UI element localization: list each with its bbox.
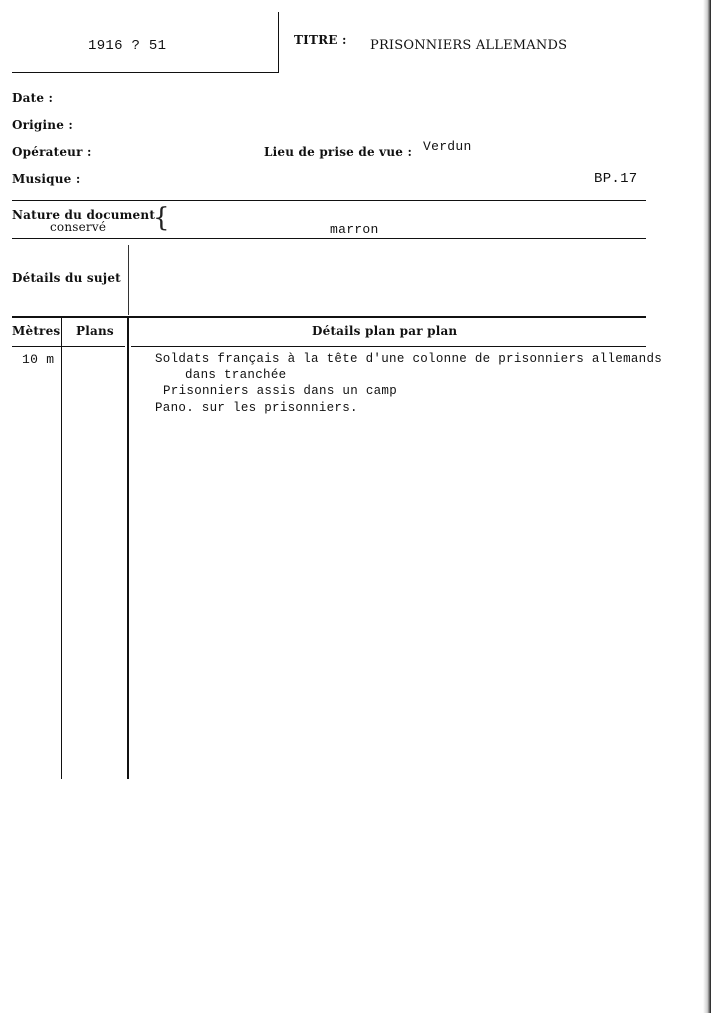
header-bottom-line: [12, 72, 279, 73]
nature-brace: {: [153, 203, 170, 233]
detail-line: Pano. sur les prisonniers.: [155, 401, 358, 415]
archive-code: BP.17: [594, 171, 638, 187]
title-value: PRISONNIERS ALLEMANDS: [370, 38, 568, 53]
details-sujet-label: Détails du sujet: [12, 271, 121, 285]
table-header-plans: Plans: [76, 324, 114, 338]
nature-bottom-line: [12, 238, 646, 239]
table-top-line: [12, 316, 646, 318]
table-header-details: Détails plan par plan: [312, 324, 458, 338]
detail-line: Prisonniers assis dans un camp: [163, 384, 398, 398]
table-header-line-left: [12, 346, 125, 347]
lieu-label: Lieu de prise de vue :: [264, 145, 413, 159]
lieu-value: Verdun: [423, 139, 472, 154]
table-col-divider-1: [61, 318, 62, 779]
nature-label-line1: Nature du document: [12, 208, 156, 222]
reference-number: 1916 ? 51: [88, 38, 167, 54]
nature-value: marron: [330, 222, 379, 237]
nature-label-line2: conservé: [50, 220, 107, 234]
musique-label: Musique :: [12, 172, 81, 186]
date-label: Date :: [12, 91, 54, 105]
header-divider: [278, 12, 279, 73]
table-col-divider-2: [127, 318, 129, 779]
table-header-metres: Mètres: [12, 324, 61, 338]
page-edge-shadow: [703, 0, 711, 1013]
detail-line: dans tranchée: [185, 368, 287, 382]
origine-label: Origine :: [12, 118, 74, 132]
nature-top-line: [12, 200, 646, 201]
details-sujet-divider: [128, 245, 129, 315]
table-header-line-right: [131, 346, 646, 347]
title-label: TITRE :: [294, 33, 347, 47]
table-row-metres: 10 m: [22, 352, 55, 367]
detail-line: Soldats français à la tête d'une colonne de prisonniers allemands: [155, 352, 663, 366]
operateur-label: Opérateur :: [12, 145, 92, 159]
